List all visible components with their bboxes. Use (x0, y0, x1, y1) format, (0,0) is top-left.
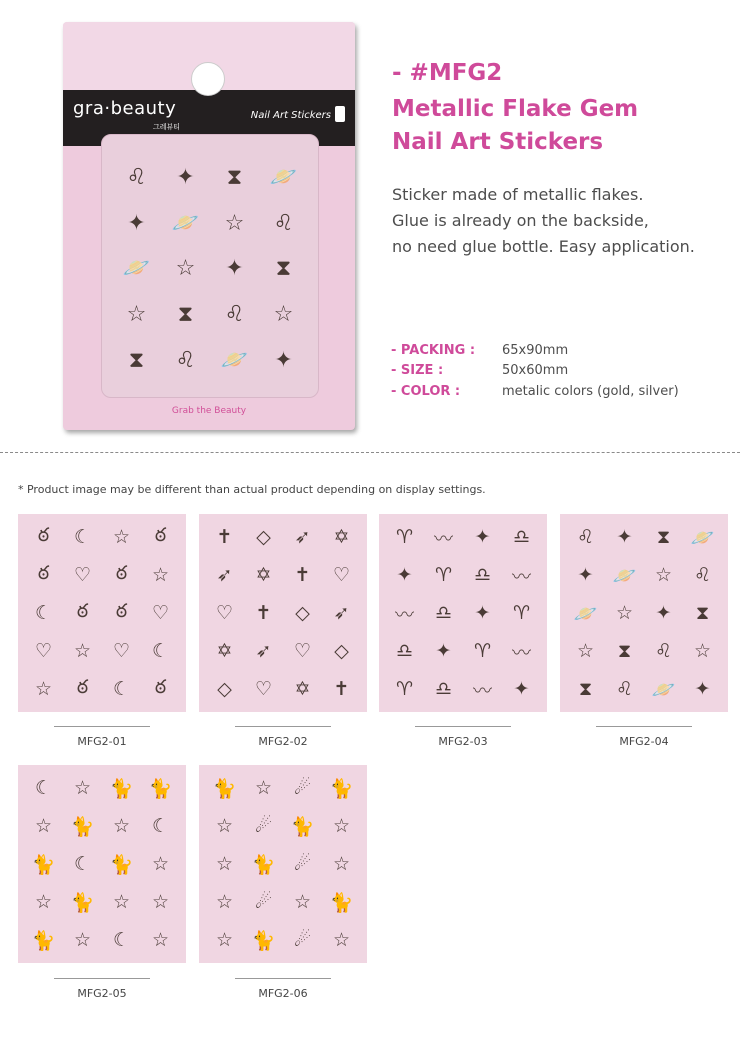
variant-code: MFG2-04 (619, 735, 669, 748)
sticker-icon: ☆ (332, 815, 351, 837)
sticker-icon: ☄ (293, 929, 312, 951)
sticker-icon: ⧗ (617, 640, 632, 662)
spec-color (391, 384, 679, 399)
spec-value: 50x60mm (502, 363, 569, 378)
sticker-icon: ☆ (34, 891, 53, 913)
sticker-icon: ఠ (76, 599, 89, 622)
sticker-icon: ⧗ (656, 526, 671, 548)
spec-key: - SIZE : (391, 363, 444, 378)
sticker-icon: ♈ (395, 526, 414, 548)
sticker-icon: ✝ (255, 602, 272, 624)
sticker-icon: ☆ (73, 929, 92, 951)
sticker-icon: ☾ (73, 853, 92, 875)
caption-rule (54, 978, 150, 979)
sticker-icon: ♎ (434, 678, 453, 700)
sticker-icon: 🪐 (651, 678, 676, 701)
sticker-icon: ఠ (115, 561, 128, 584)
sticker-icon: ♡ (293, 640, 312, 662)
description-line: Sticker made of metallic flakes. (392, 185, 644, 204)
sticker-icon: ➶ (294, 526, 311, 548)
sticker-icon: ♡ (254, 678, 273, 700)
variant-sticker-grid (385, 518, 541, 708)
sticker-icon: ⧗ (177, 302, 194, 328)
display-note: * Product image may be different than actual product depending on display settings. (18, 483, 486, 496)
sticker-icon: 🐈 (329, 891, 354, 914)
sticker-icon: ♡ (215, 602, 234, 624)
caption-rule (235, 978, 331, 979)
sticker-icon: ☆ (73, 777, 92, 799)
sticker-icon: 🐈 (31, 929, 56, 952)
sticker-icon: ✝ (333, 678, 350, 700)
sticker-icon: ☆ (224, 210, 245, 236)
sticker-icon: ◇ (295, 602, 310, 624)
sticker-icon: ✦ (513, 678, 530, 700)
variant-sticker-grid (24, 518, 180, 708)
brand-logo-korean: 그레뷰티 (153, 123, 181, 131)
variant-code: MFG2-05 (77, 987, 127, 1000)
sticker-icon: ✦ (396, 564, 413, 586)
sticker-icon: ♌ (615, 678, 634, 700)
sticker-icon: ☆ (576, 640, 595, 662)
sticker-icon: 🐈 (212, 777, 237, 800)
sticker-icon: ♡ (112, 640, 131, 662)
package-sticker-grid (112, 155, 308, 383)
sticker-icon: ☆ (273, 302, 294, 328)
sticker-icon: ✦ (274, 347, 293, 373)
sticker-icon: ♌ (693, 564, 712, 586)
spec-value: 65x90mm (502, 343, 569, 358)
sticker-icon: 〰 (394, 603, 414, 626)
sticker-icon: ➶ (333, 602, 350, 624)
sticker-icon: 🪐 (122, 256, 151, 282)
sticker-icon: ⧗ (128, 347, 145, 373)
sticker-icon: ఠ (154, 523, 167, 546)
sticker-icon: ☆ (615, 602, 634, 624)
sticker-icon: ఠ (76, 675, 89, 698)
sticker-icon: 🪐 (269, 165, 298, 191)
sticker-icon: 🐈 (148, 777, 173, 800)
sticker-icon: ♎ (512, 526, 531, 548)
sticker-icon: ☆ (175, 256, 196, 282)
description-line: Glue is already on the backside, (392, 211, 649, 230)
sticker-icon: ♌ (126, 165, 147, 191)
sticker-icon: ☆ (112, 815, 131, 837)
sticker-icon: ☾ (34, 777, 53, 799)
sticker-icon: 🐈 (109, 853, 134, 876)
spec-packing (391, 343, 569, 358)
sticker-icon: 🐈 (31, 853, 56, 876)
product-description (392, 182, 695, 260)
sticker-icon: 🐈 (70, 891, 95, 914)
sticker-icon: ➶ (255, 640, 272, 662)
sticker-icon: ◇ (217, 678, 232, 700)
variant-code: MFG2-01 (77, 735, 127, 748)
sticker-icon: ☆ (112, 526, 131, 548)
variant-thumbnail[interactable] (199, 514, 367, 712)
sticker-icon: ⧗ (578, 678, 593, 700)
package-sticker-sheet (101, 134, 319, 398)
sticker-icon: 🪐 (573, 602, 598, 625)
sticker-icon: ☆ (126, 302, 147, 328)
description-line: no need glue bottle. Easy application. (392, 237, 695, 256)
sticker-icon: ✦ (225, 256, 244, 282)
sticker-icon: ఠ (115, 599, 128, 622)
section-divider (0, 452, 740, 453)
sticker-icon: ☆ (215, 815, 234, 837)
sticker-icon: ◇ (256, 526, 271, 548)
sticker-icon: ☆ (73, 640, 92, 662)
sticker-icon: ✦ (694, 678, 711, 700)
sticker-icon: ☾ (112, 678, 131, 700)
sticker-icon: ☾ (112, 929, 131, 951)
sticker-icon: ☆ (151, 853, 170, 875)
sticker-icon: ♎ (395, 640, 414, 662)
sticker-icon: ♌ (175, 347, 196, 373)
sticker-icon: ☆ (34, 678, 53, 700)
bottle-icon (335, 106, 345, 122)
sticker-icon: ☆ (254, 777, 273, 799)
spec-key: - PACKING : (391, 343, 476, 358)
sticker-icon: ♈ (395, 678, 414, 700)
package-image (63, 22, 355, 430)
sticker-icon: ⧗ (695, 602, 710, 624)
sticker-icon: ☆ (215, 891, 234, 913)
sticker-icon: ♎ (473, 564, 492, 586)
sticker-icon: ☆ (112, 891, 131, 913)
sticker-icon: 🐈 (251, 853, 276, 876)
sticker-icon: ✝ (294, 564, 311, 586)
sticker-icon: ☆ (654, 564, 673, 586)
sticker-icon: ♡ (151, 602, 170, 624)
sticker-icon: ☄ (254, 891, 273, 913)
sticker-icon: ✝ (216, 526, 233, 548)
sticker-icon: ⧗ (275, 256, 292, 282)
variant-sticker-grid (566, 518, 722, 708)
sticker-icon: ♡ (332, 564, 351, 586)
sticker-icon: ✦ (127, 210, 146, 236)
sticker-icon: 🪐 (690, 526, 715, 549)
sticker-icon: 🐈 (290, 815, 315, 838)
sticker-icon: ☾ (34, 602, 53, 624)
caption-rule (235, 726, 331, 727)
caption-rule (596, 726, 692, 727)
variant-sticker-grid (205, 769, 361, 959)
variant-thumbnail[interactable] (18, 765, 186, 963)
brand-logo: gra·beauty (73, 98, 177, 119)
sticker-icon: ☆ (215, 853, 234, 875)
sticker-icon: ☄ (293, 853, 312, 875)
sticker-icon: ఠ (154, 675, 167, 698)
sticker-icon: ♈ (512, 602, 531, 624)
sticker-icon: ♈ (473, 640, 492, 662)
sticker-icon: ◇ (334, 640, 349, 662)
spec-value: metalic colors (gold, silver) (502, 384, 679, 399)
sticker-icon: 🐈 (70, 815, 95, 838)
sticker-icon: ☾ (151, 640, 170, 662)
sticker-icon: ☆ (332, 929, 351, 951)
hang-hole (191, 62, 225, 96)
sticker-icon: ☾ (73, 526, 92, 548)
sticker-icon: ♡ (73, 564, 92, 586)
sticker-icon: ✡ (333, 526, 350, 548)
variant-thumbnail[interactable] (379, 514, 547, 712)
sticker-icon: ✦ (655, 602, 672, 624)
sticker-icon: 🐈 (251, 929, 276, 952)
sticker-icon: ☾ (151, 815, 170, 837)
sticker-icon: ☆ (151, 564, 170, 586)
sticker-icon: 🪐 (612, 564, 637, 587)
sticker-icon: ♌ (576, 526, 595, 548)
product-title-line-2: Nail Art Stickers (392, 129, 604, 155)
variant-thumbnail[interactable] (560, 514, 728, 712)
caption-rule (415, 726, 511, 727)
sticker-icon: ☆ (151, 929, 170, 951)
sticker-icon: ♌ (273, 210, 294, 236)
sticker-icon: 🐈 (329, 777, 354, 800)
variant-code: MFG2-03 (438, 735, 488, 748)
sticker-icon: 🪐 (171, 210, 200, 236)
variant-thumbnail[interactable] (199, 765, 367, 963)
sticker-icon: ☆ (34, 815, 53, 837)
sticker-icon: ➶ (216, 564, 233, 586)
sticker-icon: ☄ (254, 815, 273, 837)
caption-rule (54, 726, 150, 727)
product-code: - #MFG2 (392, 60, 503, 86)
sticker-icon: ఠ (37, 523, 50, 546)
sticker-icon: ✦ (474, 602, 491, 624)
variant-sticker-grid (205, 518, 361, 708)
sticker-icon: ✦ (474, 526, 491, 548)
sticker-icon: ✦ (435, 640, 452, 662)
product-title (392, 93, 638, 159)
sticker-icon: ♌ (224, 302, 245, 328)
package-label: Nail Art Stickers (250, 110, 331, 121)
sticker-icon: ✡ (255, 564, 272, 586)
sticker-icon: 〰 (433, 527, 453, 550)
sticker-icon: ✦ (577, 564, 594, 586)
sticker-icon: 🪐 (220, 347, 249, 373)
sticker-icon: ⧗ (226, 165, 243, 191)
sticker-icon: ☆ (151, 891, 170, 913)
sticker-icon: ☆ (693, 640, 712, 662)
sticker-icon: ☄ (293, 777, 312, 799)
sticker-icon: 〰 (511, 565, 531, 588)
sticker-icon: ♈ (434, 564, 453, 586)
spec-key: - COLOR : (391, 384, 461, 399)
variant-thumbnail[interactable] (18, 514, 186, 712)
variant-code: MFG2-06 (258, 987, 308, 1000)
sticker-icon: ☆ (215, 929, 234, 951)
sticker-icon: ♡ (34, 640, 53, 662)
sticker-icon: ✦ (616, 526, 633, 548)
product-title-line-1: Metallic Flake Gem (392, 96, 639, 122)
sticker-icon: ☆ (293, 891, 312, 913)
variant-sticker-grid (24, 769, 180, 959)
sticker-icon: 🐈 (109, 777, 134, 800)
variant-code: MFG2-02 (258, 735, 308, 748)
sticker-icon: ♌ (654, 640, 673, 662)
sticker-icon: ✦ (176, 165, 195, 191)
sticker-icon: ♎ (434, 602, 453, 624)
sticker-icon: ☆ (332, 853, 351, 875)
sticker-icon: 〰 (472, 679, 492, 702)
sticker-icon: ఠ (37, 561, 50, 584)
sticker-icon: 〰 (511, 641, 531, 664)
sticker-icon: ✡ (294, 678, 311, 700)
sticker-icon: ✡ (216, 640, 233, 662)
package-tagline: Grab the Beauty (171, 406, 247, 416)
spec-size (391, 363, 569, 378)
